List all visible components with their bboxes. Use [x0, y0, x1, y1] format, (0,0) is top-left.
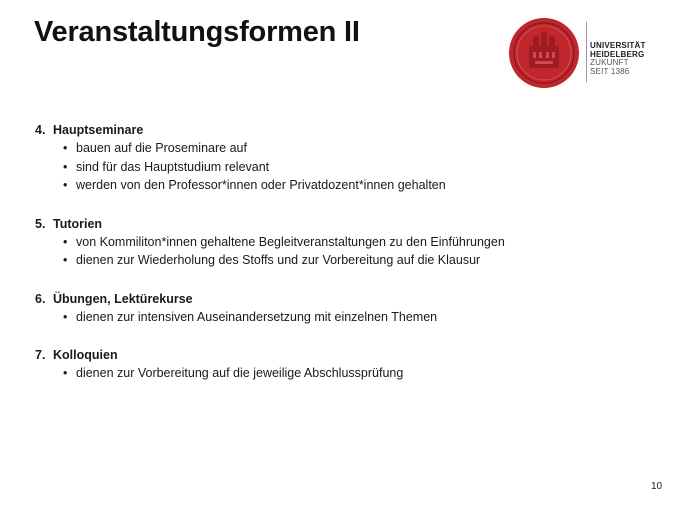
bullet-list — [35, 308, 655, 327]
logo-line-1: UNIVERSITÄT — [590, 41, 646, 50]
section-title: Hauptseminare — [53, 123, 144, 137]
slide-content — [35, 121, 655, 403]
bullet-list — [35, 364, 655, 383]
bullet-item: • bauen auf die Proseminare auf — [63, 139, 655, 158]
university-logo — [508, 16, 658, 90]
university-seal-icon — [508, 16, 580, 90]
section-uebungen — [35, 290, 655, 327]
section-number: 7. — [35, 348, 46, 362]
university-wordmark — [590, 42, 646, 76]
logo-line-4: SEIT 1386 — [590, 66, 630, 76]
logo-divider — [586, 22, 587, 82]
section-title: Übungen, Lektürekurse — [53, 291, 193, 306]
bullet-item: • dienen zur Vorbereitung auf die jeweilige Abschlussprüfung — [63, 364, 655, 383]
section-heading — [35, 121, 655, 139]
page-number: 10 — [651, 481, 663, 492]
section-tutorien — [35, 215, 655, 270]
page-title: Veranstaltungsformen II — [34, 16, 360, 48]
section-number: 5. — [35, 216, 46, 231]
section-number: 6. — [35, 291, 46, 306]
section-heading — [35, 346, 655, 364]
bullet-item: • werden von den Professor*innen oder Privatdozent*innen gehalten — [63, 176, 655, 195]
logo-line-3: ZUKUNFT — [590, 58, 629, 67]
section-kolloquien — [35, 346, 655, 383]
section-title: Tutorien — [53, 216, 103, 231]
bullet-item: • dienen zur intensiven Auseinandersetzung mit einzelnen Themen — [63, 308, 655, 327]
section-heading — [35, 215, 655, 233]
logo-line-2: HEIDELBERG — [590, 49, 645, 59]
bullet-item: • von Kommiliton*innen gehaltene Begleitveranstaltungen zu den Einführungen — [63, 233, 655, 252]
bullet-item: • dienen zur Wiederholung des Stoffs und zur Vorbereitung auf die Klausur — [63, 251, 655, 270]
section-heading — [35, 290, 655, 308]
section-hauptseminare — [35, 121, 655, 195]
bullet-item: • sind für das Hauptstudium relevant — [63, 158, 655, 177]
section-title: Kolloquien — [53, 348, 118, 362]
bullet-list — [35, 139, 655, 195]
bullet-list — [35, 233, 655, 270]
section-number: 4. — [35, 123, 46, 137]
